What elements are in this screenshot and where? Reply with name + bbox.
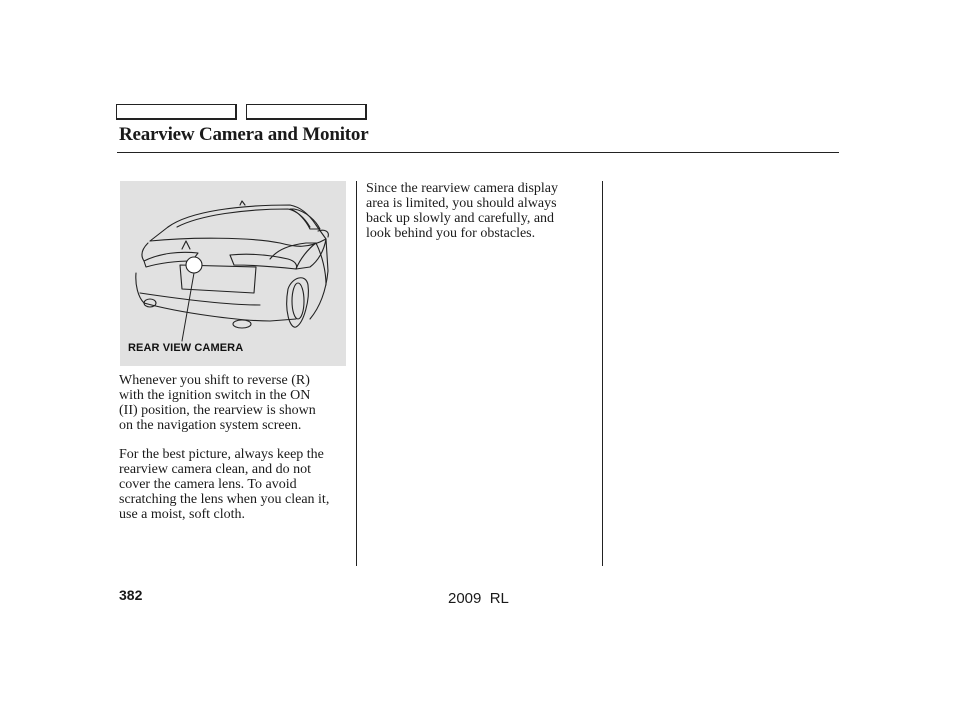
rear-camera-figure <box>120 181 346 366</box>
title-divider <box>117 152 839 153</box>
header-tab-box-right <box>246 104 367 120</box>
column-divider-right <box>602 181 603 566</box>
paragraph-reverse-info: Whenever you shift to reverse (R) with the ignition switch in the ON (II) position, the rearview is shown on the navigation system screen. <box>119 373 316 433</box>
figure-caption: REAR VIEW CAMERA <box>128 342 244 354</box>
paragraph-camera-care: For the best picture, always keep the rearview camera clean, and do not cover the camera lens. To avoid scratching the lens when you clean it, use a moist, soft cloth. <box>119 447 330 522</box>
car-rear-illustration <box>120 181 346 366</box>
page-number: 382 <box>119 587 143 603</box>
column-divider-left <box>356 181 357 566</box>
page-title: Rearview Camera and Monitor <box>119 124 369 145</box>
paragraph-caution: Since the rearview camera display area is limited, you should always back up slowly and carefully, and look behind you for obstacles. <box>366 181 559 241</box>
model-footer: 2009 RL <box>448 590 509 607</box>
header-tab-box-left <box>116 104 237 120</box>
